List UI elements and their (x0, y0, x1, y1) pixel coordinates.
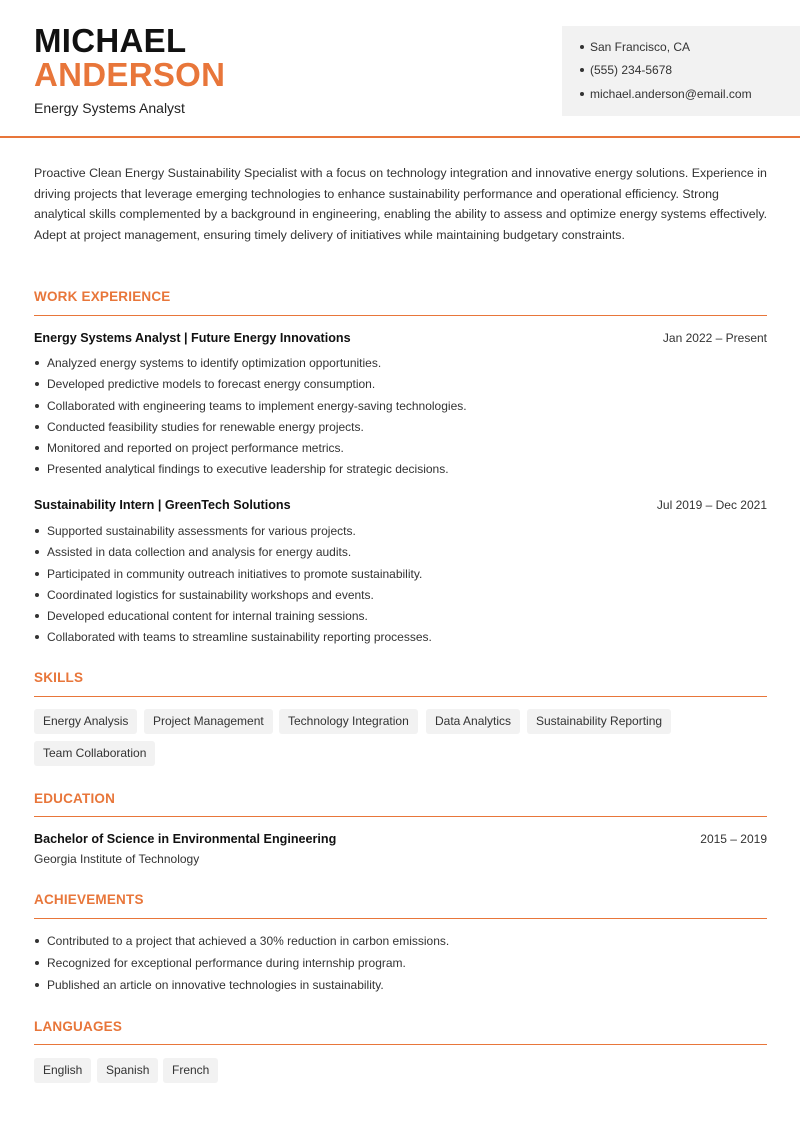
list-item: Coordinated logistics for sustainability workshops and events. (34, 587, 767, 608)
summary: Proactive Clean Energy Sustainability Specialist with a focus on technology integration and innovative energy solutions. Experience in driving projects that leverage emerging technologies to enhance sustainability performance and operational efficiency. Strong analytical skills complemented by a background in engineering, enabling the ability to assess and optimize energy systems effectively. Adept at project management, ensuring timely delivery of initiatives while maintaining budgetary constraints. (34, 166, 768, 242)
job-title: Energy Systems Analyst (34, 100, 185, 116)
list-item: Analyzed energy systems to identify optimization opportunities. (34, 355, 767, 376)
job-bullets (34, 355, 767, 483)
skill-chip: Sustainability Reporting (527, 709, 671, 734)
section-title-education: EDUCATION (34, 791, 116, 806)
list-item: Recognized for exceptional performance during internship program. (34, 955, 767, 977)
edu-degree: Bachelor of Science in Environmental Engineering (34, 832, 337, 846)
section-divider (34, 918, 767, 919)
job-role: Sustainability Intern | GreenTech Solutions (34, 498, 291, 512)
bullet-icon (580, 45, 584, 49)
location-text: San Francisco, CA (590, 40, 691, 54)
list-item: Published an article on innovative technologies in sustainability. (34, 977, 767, 999)
section-title-skills: SKILLS (34, 670, 84, 685)
contact-box (562, 26, 800, 116)
job-heading (34, 329, 767, 347)
list-item: Collaborated with engineering teams to implement energy-saving technologies. (34, 398, 767, 419)
contact-email (580, 86, 752, 102)
job-role: Energy Systems Analyst | Future Energy Innovations (34, 331, 351, 345)
section-title-languages: LANGUAGES (34, 1019, 123, 1034)
language-chip: French (163, 1058, 218, 1083)
email-text: michael.anderson@email.com (590, 87, 752, 101)
list-item: Presented analytical findings to executive leadership for strategic decisions. (34, 461, 767, 482)
contact-phone (580, 62, 672, 78)
achievement-bullets (34, 933, 767, 999)
edu-dates: 2015 – 2019 (700, 832, 767, 846)
section-divider (34, 816, 767, 817)
list-item: Supported sustainability assessments for various projects. (34, 523, 767, 544)
language-chip: English (34, 1058, 91, 1083)
first-name: MICHAEL (34, 22, 187, 59)
skill-chip: Data Analytics (426, 709, 520, 734)
skill-chip: Energy Analysis (34, 709, 137, 734)
skill-chip: Project Management (144, 709, 273, 734)
list-item: Developed predictive models to forecast energy consumption. (34, 376, 767, 397)
list-item: Collaborated with teams to streamline sustainability reporting processes. (34, 629, 767, 650)
last-name: ANDERSON (34, 56, 226, 93)
edu-school: Georgia Institute of Technology (34, 852, 200, 866)
skill-chip: Technology Integration (279, 709, 418, 734)
bullet-icon (580, 92, 584, 96)
list-item: Contributed to a project that achieved a 30% reduction in carbon emissions. (34, 933, 767, 955)
job-dates: Jul 2019 – Dec 2021 (656, 498, 767, 512)
resume-header (0, 0, 800, 138)
list-item: Assisted in data collection and analysis for energy audits. (34, 544, 767, 565)
section-divider (34, 315, 767, 316)
list-item: Developed educational content for internal training sessions. (34, 608, 767, 629)
list-item: Conducted feasibility studies for renewable energy projects. (34, 419, 767, 440)
skill-chip: Team Collaboration (34, 741, 155, 766)
list-item: Monitored and reported on project performance metrics. (34, 440, 767, 461)
job-dates: Jan 2022 – Present (662, 331, 767, 345)
language-chip: Spanish (97, 1058, 158, 1083)
section-title-achievements: ACHIEVEMENTS (34, 892, 144, 907)
list-item: Participated in community outreach initiatives to promote sustainability. (34, 566, 767, 587)
section-title-work: WORK EXPERIENCE (34, 289, 171, 304)
bullet-icon (580, 68, 584, 72)
section-divider (34, 696, 767, 697)
section-divider (34, 1044, 767, 1045)
job-heading (34, 496, 767, 514)
phone-text: (555) 234-5678 (590, 63, 673, 77)
contact-location (580, 39, 690, 55)
job-bullets (34, 523, 767, 651)
